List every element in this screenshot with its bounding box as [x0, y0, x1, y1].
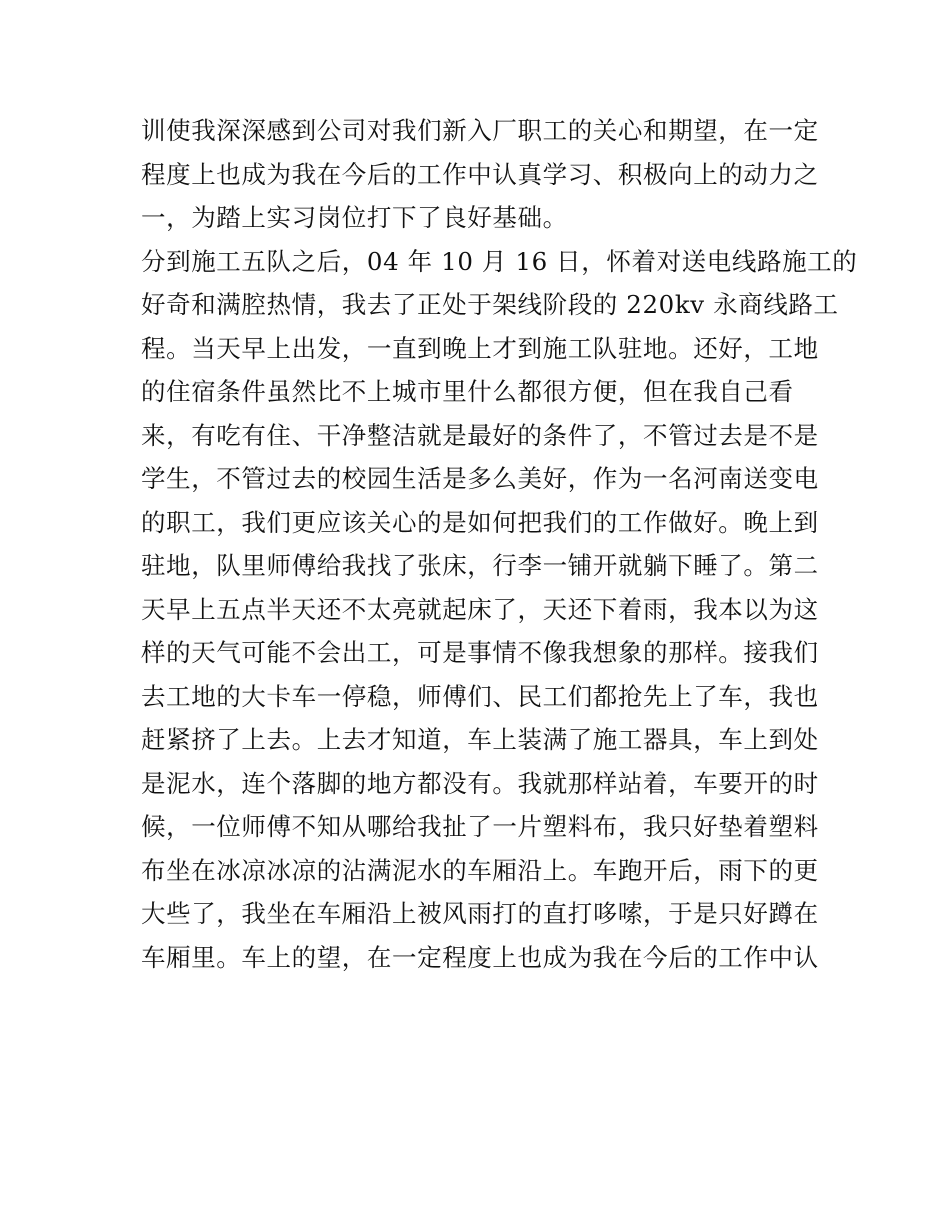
- text-line-10: 的职工，我们更应该关心的是如何把我们的工作做好。晚上到: [141, 507, 819, 537]
- text-line-16: 是泥水，连个落脚的地方都没有。我就那样站着，车要开的时: [141, 768, 819, 798]
- text-line-17: 候，一位师傅不知从哪给我扯了一片塑料布，我只好垫着塑料: [141, 812, 819, 841]
- text-line-4: 分到施工五队之后，04 年 10 月 16 日，怀着对送电线路施工的: [141, 246, 858, 276]
- text-line-5: 好奇和满腔热情，我去了正处于架线阶段的 220kv 永商线路工: [141, 290, 839, 319]
- text-line-7: 的住宿条件虽然比不上城市里什么都很方便，但在我自己看: [141, 377, 794, 406]
- text-line-1: 训使我深深感到公司对我们新入厂职工的关心和期望，在一定: [141, 116, 819, 145]
- text-line-19: 大些了，我坐在车厢沿上被风雨打的直打哆嗦，于是只好蹲在: [141, 899, 819, 928]
- text-line-15: 赶紧挤了上去。上去才知道，车上装满了施工器具，车上到处: [141, 725, 819, 754]
- body-text: [141, 109, 858, 979]
- text-line-8: 来，有吃有住、干净整洁就是最好的条件了，不管过去是不是: [141, 420, 819, 450]
- text-line-9: 学生，不管过去的校园生活是多么美好，作为一名河南送变电: [141, 464, 819, 493]
- text-line-12: 天早上五点半天还不太亮就起床了，天还下着雨，我本以为这: [141, 594, 819, 624]
- text-line-14: 去工地的大卡车一停稳，师傅们、民工们都抢先上了车，我也: [141, 681, 819, 711]
- text-line-11: 驻地，队里师傅给我找了张床，行李一铺开就躺下睡了。第二: [141, 551, 819, 580]
- text-line-18: 布坐在冰凉冰凉的沾满泥水的车厢沿上。车跑开后，雨下的更: [141, 855, 819, 885]
- text-line-3: 一，为踏上实习岗位打下了良好基础。: [141, 203, 568, 232]
- text-line-13: 样的天气可能不会出工，可是事情不像我想象的那样。接我们: [141, 638, 819, 667]
- text-line-20: 车厢里。车上的望，在一定程度上也成为我在今后的工作中认: [141, 942, 819, 972]
- text-line-2: 程度上也成为我在今后的工作中认真学习、积极向上的动力之: [141, 159, 819, 189]
- text-line-6: 程。当天早上出发，一直到晚上才到施工队驻地。还好，工地: [141, 333, 819, 363]
